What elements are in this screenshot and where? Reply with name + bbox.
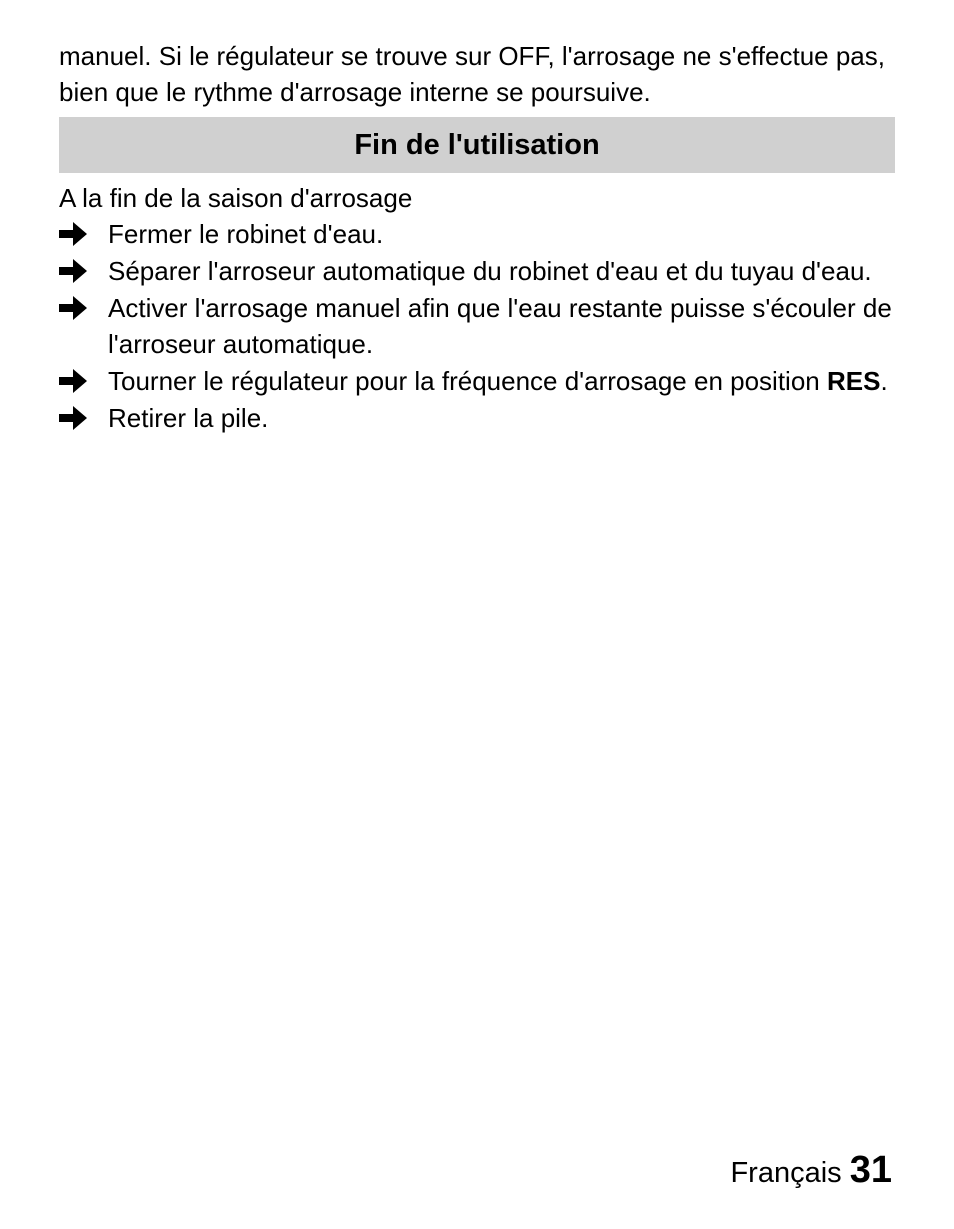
step-text: Séparer l'arroseur automatique du robinet d'eau et du tuyau d'eau. [108, 256, 872, 286]
arrow-right-icon [59, 220, 89, 248]
step-item [59, 290, 895, 362]
step-text: Activer l'arrosage manuel afin que l'eau restante puisse s'écouler de l'arroseur automatique. [108, 293, 892, 359]
lead-text: A la fin de la saison d'arrosage [59, 183, 413, 213]
arrow-right-icon [59, 257, 89, 285]
page-footer [730, 1148, 892, 1195]
step-text: Retirer la pile. [108, 403, 269, 433]
step-text: Fermer le robinet d'eau. [108, 219, 384, 249]
arrow-right-icon [59, 294, 89, 322]
step-item [59, 400, 895, 436]
step-item [59, 363, 895, 399]
intro-paragraph: manuel. Si le régulateur se trouve sur OFF, l'arrosage ne s'effectue pas, bien que le rythme d'arrosage interne se poursuive. [59, 41, 885, 107]
section-title: Fin de l'utilisation [354, 128, 600, 161]
step-item [59, 253, 895, 289]
step-bold-term: RES [826, 366, 881, 396]
arrow-right-icon [59, 367, 89, 395]
arrow-right-icon [59, 404, 89, 432]
step-suffix: . [880, 366, 888, 396]
step-text: Tourner le régulateur pour la fréquence d'arrosage en position [108, 366, 827, 396]
footer-language: Français [730, 1157, 842, 1189]
step-item [59, 216, 895, 252]
section-header-bar [59, 117, 895, 173]
page-number: 31 [849, 1149, 892, 1191]
steps-list [59, 216, 895, 437]
